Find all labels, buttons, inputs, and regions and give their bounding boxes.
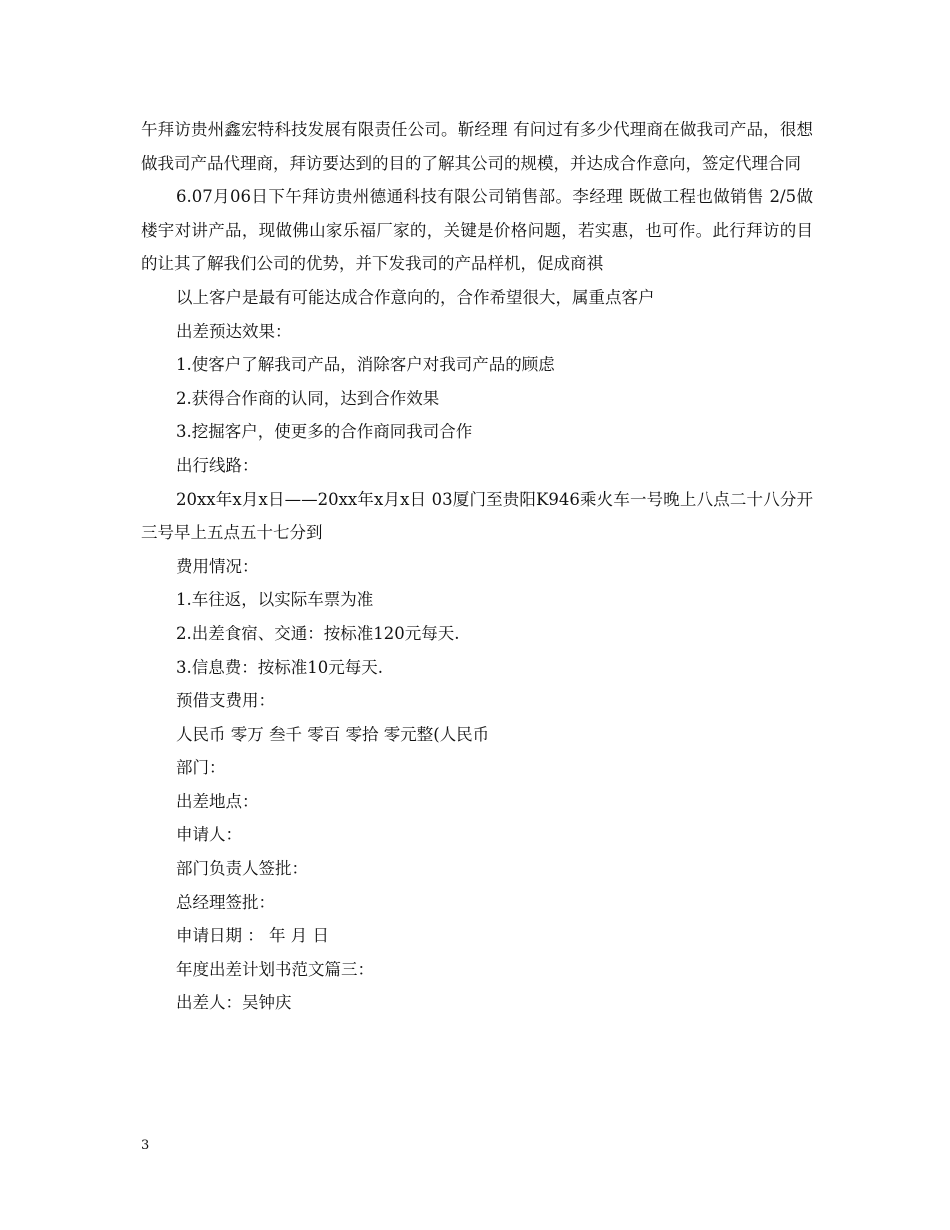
list-item-expense-2: 2.出差食宿、交通：按标准120元每天.	[176, 623, 460, 643]
section-title-part-three: 年度出差计划书范文篇三：	[176, 959, 374, 979]
heading-travel-route: 出行线路：	[176, 455, 259, 475]
heading-expenses: 费用情况：	[176, 556, 259, 576]
list-item-effect-1: 1.使客户了解我司产品，消除客户对我司产品的顾虑	[176, 355, 555, 375]
paragraph-visit-detong: 6.07月06日下午拜访贵州德通科技有限公司销售部。李经理 既做工程也做销售 2/5做楼宇对讲产品，现做佛山家乐福厂家的，关键是价格问题，若实惠，也可作。此行拜访的目的让其了解我们公司的优势，并下发我司的产品样机，促成商祺	[141, 187, 813, 274]
field-traveler: 出差人：吴钟庆	[176, 993, 292, 1013]
field-department: 部门：	[176, 758, 226, 778]
field-department-head-approval: 部门负责人签批：	[176, 859, 308, 879]
field-application-date: 申请日期 ： 年 月 日	[176, 926, 329, 946]
page-number: 3	[141, 1138, 150, 1153]
document-body	[141, 113, 813, 1020]
list-item-expense-1: 1.车往返，以实际车票为准	[176, 590, 374, 610]
heading-advance-payment: 预借支费用：	[176, 691, 275, 711]
paragraph-travel-route: 20xx年x月x日——20xx年x月x日 03厦门至贵阳K946乘火车一号晚上八点二十八分开三号早上五点五十七分到	[141, 489, 813, 543]
field-general-manager-approval: 总经理签批：	[176, 892, 275, 912]
field-destination: 出差地点：	[176, 791, 259, 811]
paragraph-key-customers: 以上客户是最有可能达成合作意向的，合作希望很大，属重点客户	[176, 287, 655, 307]
paragraph-visit-xinhongte: 午拜访贵州鑫宏特科技发展有限责任公司。靳经理 有问过有多少代理商在做我司产品，很想做我司产品代理商，拜访要达到的目的了解其公司的规模，并达成合作意向，签定代理合同	[141, 120, 813, 173]
list-item-effect-3: 3.挖掘客户，使更多的合作商同我司合作	[176, 422, 473, 442]
list-item-expense-3: 3.信息费：按标准10元每天.	[176, 657, 383, 677]
field-applicant: 申请人：	[176, 825, 242, 845]
list-item-effect-2: 2.获得合作商的认同，达到合作效果	[176, 388, 440, 408]
heading-expected-effect: 出差预达效果：	[176, 321, 292, 341]
field-amount-rmb: 人民币 零万 叁千 零百 零拾 零元整(人民币	[176, 724, 490, 744]
